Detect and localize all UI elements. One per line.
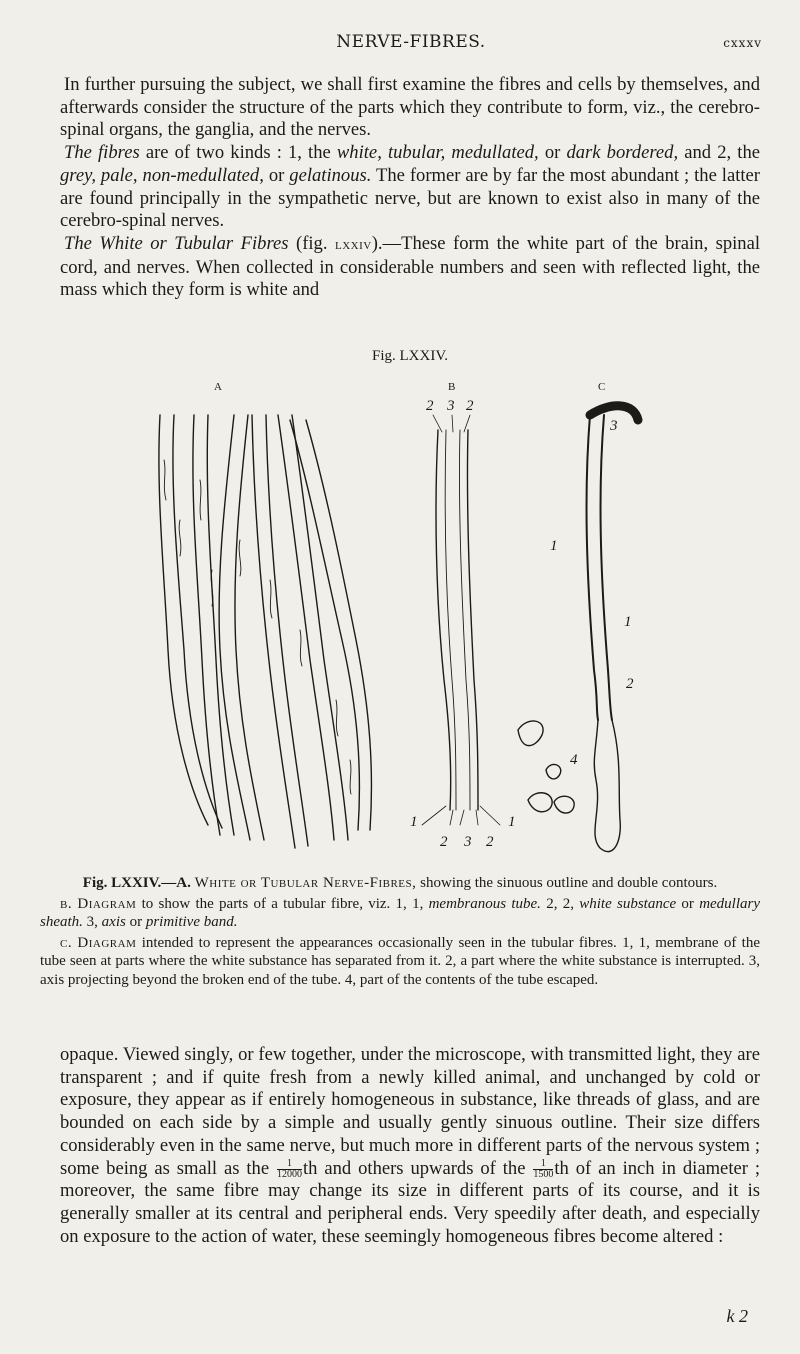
c-mark-2: 2 — [626, 676, 634, 692]
panel-c-label: C — [598, 381, 606, 393]
b-top-2-right: 2 — [466, 398, 474, 414]
panel-a-fibres — [159, 415, 372, 848]
text-span: to show the parts of a tubular fibre, viz. 1, 1, — [136, 895, 429, 912]
text-span: ).—These form the white part of the brain, spinal cord, and nerves. When collected in considerable numbers and seen with reflected light, the mass which they form is white and — [60, 232, 760, 301]
em-white-tubular: The White or Tubular Fibres — [64, 232, 289, 254]
b-bottom-2-right: 2 — [486, 834, 494, 850]
caption-c-heading: Diagram — [77, 934, 137, 951]
text-span: or — [676, 895, 700, 912]
b-bottom-3: 3 — [464, 834, 472, 850]
fraction-1 — [277, 1159, 302, 1180]
continued-text — [60, 1044, 760, 1248]
caption-a — [40, 874, 760, 893]
page-number: cxxxv — [723, 36, 762, 50]
paragraph-1: In further pursuing the subject, we shall first examine the fibres and cells by themselves, and afterwards consider the structure of the parts which they contribute to form, viz., the cerebro-spinal organs, the ganglia, and the nerves. — [60, 74, 760, 141]
b-top-3: 3 — [447, 398, 455, 414]
caption-a-text: showing the sinuous outline and double contours. — [416, 875, 718, 891]
signature-mark: k 2 — [726, 1306, 748, 1326]
text-span: (fig. — [288, 232, 335, 254]
b-bottom-1-right: 1 — [508, 814, 516, 830]
text-span: 2, 2, — [540, 895, 580, 912]
running-head: NERVE-FIBRES. — [336, 32, 486, 52]
c-mark-4: 4 — [570, 752, 578, 768]
b-bottom-1-left: 1 — [410, 814, 418, 830]
text-span: th and others upwards of the — [302, 1157, 533, 1179]
panel-b-label: B — [448, 381, 456, 393]
fraction-denominator: 1500 — [533, 1168, 554, 1180]
text-span: opaque. Viewed singly, or few together, under the microscope, with transmitted light, they are transparent ; and if quite fresh from a newly killed animal, and unchanged by cold or exposure, they appear as if entirely homogeneous in substance, like threads of glass, and are bounded on each side by a simple and usually gently sinuous outline. Their size differs considerably even in the same nerve, but much more in different parts of the nervous system ; some being as small as the — [60, 1044, 760, 1179]
caption-b-heading: Diagram — [77, 895, 137, 912]
fraction-numerator: 1 — [277, 1159, 302, 1170]
caption-a-label: Fig. LXXIV.—A. — [82, 875, 191, 891]
text-span: are of two kinds : 1, the — [139, 142, 337, 164]
text-span: th of an inch in diameter ; moreover, the same fibre may change its size in different parts of its course, and it is generally smaller at its central and peripheral ends. Very speedily after death, and especially on exposure to the action of water, these seemingly homogeneous fibres become altered : — [60, 1157, 760, 1247]
text-span: or — [125, 914, 146, 930]
em: white substance — [579, 895, 677, 912]
caption-c-label: c. — [60, 934, 73, 951]
b-bottom-2-left: 2 — [440, 834, 448, 850]
caption-c-text: intended to represent the appearances occasionally seen in the tubular fibres. 1, 1, membrane of the tube seen at parts where the white substance has separated from it. 2, a part where the white substance is interrupted. 3, axis projecting beyond the broken end of the tube. 4, part of the contents of the tube escaped. — [40, 934, 760, 988]
c-mark-1-upper: 1 — [550, 538, 558, 554]
fraction-2 — [533, 1159, 553, 1180]
em: primitive band. — [145, 914, 238, 930]
em: membranous tube. — [428, 895, 541, 912]
figure-title: Fig. LXXIV. — [372, 348, 448, 364]
em: medullary sheath. — [40, 895, 761, 930]
fraction-denominator: 12000 — [276, 1168, 302, 1180]
em-grey: grey, pale, non-medullated, — [60, 164, 264, 186]
paragraph-continued — [60, 1044, 760, 1248]
paragraph-3 — [60, 233, 760, 302]
c-mark-3: 3 — [610, 418, 618, 434]
paragraph-2 — [60, 142, 760, 233]
text-span: and 2, the — [678, 142, 760, 164]
text-span: or — [538, 142, 567, 164]
em-fibres: The fibres — [64, 142, 140, 164]
caption-b-label: b. — [60, 895, 73, 912]
panel-c-diagram — [518, 406, 638, 852]
caption-c — [40, 934, 760, 990]
caption-a-heading: White or Tubular Nerve-Fibres, — [194, 875, 417, 891]
em: axis — [101, 914, 126, 930]
page-header — [60, 32, 762, 56]
em-dark: dark bordered, — [566, 142, 679, 164]
text-span: or — [263, 164, 290, 186]
text-span: 3, — [82, 914, 102, 930]
em-gelatinous: gelatinous. — [289, 164, 372, 186]
fraction-numerator: 1 — [533, 1159, 553, 1170]
em-white: white, tubular, medullated, — [336, 142, 539, 164]
c-mark-1-lower: 1 — [624, 614, 632, 630]
fig-ref: lxxiv — [335, 236, 372, 253]
panel-a-label: A — [214, 381, 222, 393]
panel-b-diagram — [422, 415, 500, 825]
b-top-2-left: 2 — [426, 398, 434, 414]
figure-illustration — [150, 370, 650, 870]
figure-caption — [40, 874, 760, 991]
text-span: The former are by far the most abundant ; the latter are found principally in the sympathetic nerve, but are known to exist also in many of the cerebro-spinal nerves. — [60, 164, 760, 232]
caption-b — [40, 895, 760, 932]
figure-lxxiv — [150, 370, 650, 870]
intro-text — [60, 74, 760, 302]
